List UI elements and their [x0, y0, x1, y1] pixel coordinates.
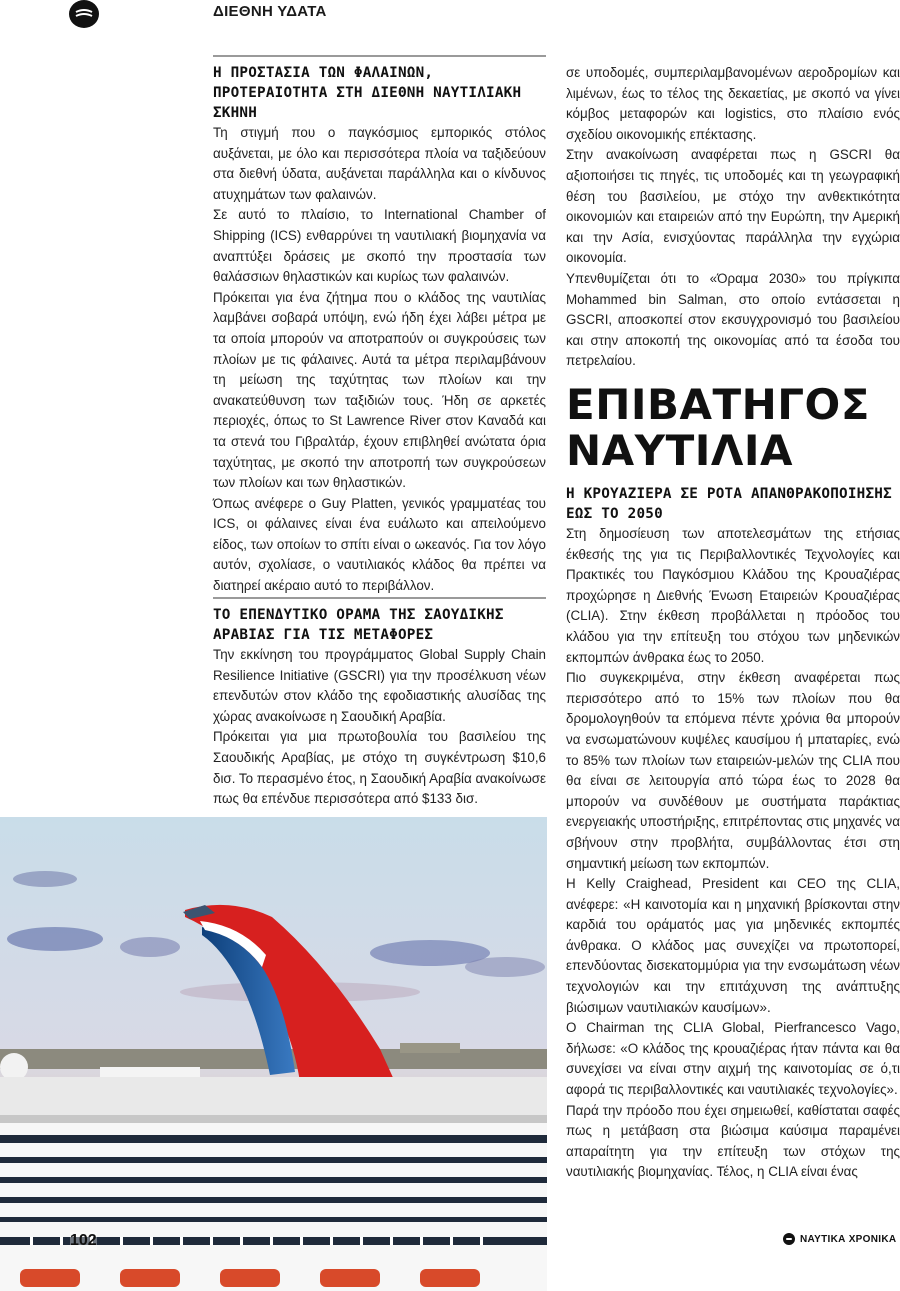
brand-name: ΝΑΥΤΙΚΑ ΧΡΟΝΙΚΑ	[800, 1233, 897, 1245]
saudi-heading: ΤΟ ΕΠΕΝΔΥΤΙΚΟ ΟΡΑΜΑ ΤΗΣ ΣΑΟΥΔΙΚΗΣ ΑΡΑΒΙΑΣ ΓΙΑ ΤΙΣ ΜΕΤΑΦΟΡΕΣ	[213, 607, 504, 643]
saudi-paragraph: Την εκκίνηση του προγράμματος Global Supply Chain Resilience Initiative (GSCRI) για την προσέλκυση νέων επενδυτών στον κλάδο της εφοδιαστικής αλυσίδας της χώρας ανακοίνωσε η Σαουδική Αραβία.	[213, 647, 546, 724]
cruise-paragraph: Πιο συγκεκριμένα, στην έκθεση αναφέρεται πως περισσότερο από το 15% των πλοίων που θα δρομολογηθούν τα επόμενα πέντε χρόνια θα μπορούν να ενσωματώνουν κυψέλες καυσίμου ή μπαταρίες, ενώ το 85% των πλοίων των εταιρειών-μελών της CLIA που θα είναι σε λειτουργία από τώρα έως το 2028 θα μπορούν να συνδέθουν με συστήματα παράκτιας ενεργειακής υποστήριξης, επιτρέποντας στις μηχανές να σβήνουν στην προβλήτα, συμβάλλοντας έτσι στη σημαντική μείωση των εκπομπών.	[566, 670, 900, 871]
divider	[213, 597, 546, 599]
cruise-paragraph: Ο Chairman της CLIA Global, Pierfrancesco Vago, δήλωσε: «Ο κλάδος της κρουαζιέρας ήταν πάντα και θα συνεχίσει να είναι στην αιχμή της καινοτομίας σε ό,τι αφορά τις περιβαλλοντικές και ναυτιλιακές τεχνολογίες».	[566, 1020, 900, 1098]
whales-heading: Η ΠΡΟΣΤΑΣΙΑ ΤΩΝ ΦΑΛΑΙΝΩΝ, ΠΡΟΤΕΡΑΙΟΤΗΤΑ ΣΤΗ ΔΙΕΘΝΗ ΝΑΥΤΙΛΙΑΚΗ ΣΚΗΝΗ	[213, 65, 522, 121]
footer-brand	[783, 1233, 896, 1245]
cruise-heading: Η ΚΡΟΥΑΖΙΕΡΑ ΣΕ ΡΟΤΑ ΑΠΑΝΘΡΑΚΟΠΟΙΗΣΗΣ ΕΩΣ ΤΟ 2050	[566, 486, 892, 522]
section-title-line2: ΝΑΥΤΙΛΙΑ	[566, 426, 793, 475]
divider	[213, 55, 546, 57]
saudi-article	[213, 597, 546, 810]
cruise-paragraph: Η Kelly Craighead, President και CEO της CLIA, ανέφερε: «Η καινοτομία και η μηχανική βρίσκονται στην καρδιά του οράματός μας για μηδενικές εκπομπές άνθρακα. Ο κλάδος μας συνεχίζει να πρωτοπορεί, επενδύοντας δισεκατομμύρια για την ενσωμάτωση νέων τεχνολογιών και την επιτάχυνση της ανάπτυξης βιώσιμων ναυτιλιακών καυσίμων».	[566, 876, 900, 1015]
page-number: 102	[70, 1232, 97, 1249]
saudi-paragraph: Πρόκειται για μια πρωτοβουλία του βασιλείου της Σαουδικής Αραβίας, με στόχο τη συγκέντρωση $10,6 δισ. Το περασμένο έτος, η Σαουδική Αραβία ανακοίνωσε πως θα επένδυε περισσότερα από $133 δισ.	[213, 729, 547, 807]
whales-paragraph: Όπως ανέφερε ο Guy Platten, γενικός γραμματέας του ICS, οι φάλαινες είναι ένα ευάλωτο και απειλούμενο είδος, των οποίων το σπίτι είναι ο ωκεανός. Για τον λόγο αυτόν, σχολίασε, ο ναυτιλιακός κλάδος θα πρέπει να διατηρεί ακέραιο αυτό το περιβάλλον.	[213, 495, 546, 594]
section-title-line1: ΕΠΙΒΑΤΗΓΟΣ	[566, 380, 870, 429]
cruise-ship-photo	[0, 817, 547, 1291]
whales-paragraph: Πρόκειται για ένα ζήτημα που ο κλάδος της ναυτιλίας λαμβάνει σοβαρά υπόψη, ενώ ήδη έχει λάβει μέτρα με τα οποία μπορούν να αποτραπούν οι συγκρούσεις των πλοίων με τις φάλαινες. Αυτά τα μέτρα περιλαμβάνουν τη μείωση της ταχύτητας των πλοίων και την ανακατεύθυνση των ταξιδιών τους. Ήδη σε αρκετές περιοχές, όπως το St Lawrence River στον Καναδά και τα στενά του Γιβραλτάρ, έχουν επιβληθεί ανώτατα όρια ταχύτητας, με σκοπό την αποτροπή των συγκρούσεων των πλοίων και των θηλαστικών.	[213, 289, 546, 491]
passenger-section-title	[566, 382, 900, 474]
saudi-paragraph: Υπενθυμίζεται ότι το «Όραμα 2030» του πρίγκιπα Mohammed bin Salman, στο οποίο εντάσσεται η GSCRI, αποσκοπεί στον εκσυγχρονισμό του βασιλείου και στην αποκοπή της οικονομίας από τα έσοδα του πετρελαίου.	[566, 270, 900, 369]
right-column-top	[566, 63, 900, 372]
cruise-article	[566, 484, 900, 1183]
whales-paragraph: Τη στιγμή που ο παγκόσμιος εμπορικός στόλος αυξάνεται, με όλο και περισσότερα πλοία να ταξιδεύουν στα διεθνή ύδατα, αυξάνεται παράλληλα και ο κίνδυνος ατυχημάτων των φαλαινών.	[213, 125, 546, 202]
saudi-paragraph: Στην ανακοίνωση αναφέρεται πως η GSCRI θα αξιοποιήσει τις πηγές, τις υποδομές και τη γεωγραφική θέση του βασιλείου, με στόχο την ανθεκτικότητα οικονομιών και εταιρειών από την Ευρώπη, την Αμερική και την Ασία, ενισχύοντας παράλληλα την εγχώρια οικονομία.	[566, 147, 900, 266]
whales-paragraph: Σε αυτό το πλαίσιο, το International Chamber of Shipping (ICS) ενθαρρύνει τη ναυτιλιακή βιομηχανία να αναπτύξει δράσεις με σκοπό την προστασία των θαλάσσιων θηλαστικών και κυρίως των φαλαινών.	[213, 207, 546, 285]
cruise-paragraph: Παρά την πρόοδο που έχει σημειωθεί, καθίσταται σαφές πως η μετάβαση στα βιώσιμα καύσιμα παραμένει απαραίτητη για την επίτευξη των στόχων της ναυτιλιακής βιομηχανίας. Τέλος, η CLIA είναι ένας	[566, 1102, 900, 1180]
section-label: ΔΙΕΘΝΗ ΥΔΑΤΑ	[213, 3, 327, 20]
saudi-paragraph: σε υποδομές, συμπεριλαμβανομένων αεροδρομίων και λιμένων, έως το τέλος της δεκαετίας, με σκοπό να γίνει κόμβος μεταφορών και logistics, στο πλαίσιο ενός σχεδίου οικονομικής επέκτασης.	[566, 65, 900, 142]
brand-logo-icon	[783, 1233, 795, 1245]
magazine-logo-icon	[69, 0, 99, 28]
left-column	[213, 55, 546, 597]
cruise-paragraph: Στη δημοσίευση των αποτελεσμάτων της ετήσιας έκθεσής της για τις Περιβαλλοντικές Τεχνολογίες και Πρακτικές του Παγκόσμιου Κλάδου της Κρουαζιέρας προχώρησε η Διεθνής Ένωση Εταιρειών Κρουαζιέρας (CLIA). Στην έκθεση προβάλλεται η πρόοδος του κλάδου για την επίτευξη του στόχου των μηδενικών εκπομπών άνθρακα έως το 2050.	[566, 526, 900, 665]
